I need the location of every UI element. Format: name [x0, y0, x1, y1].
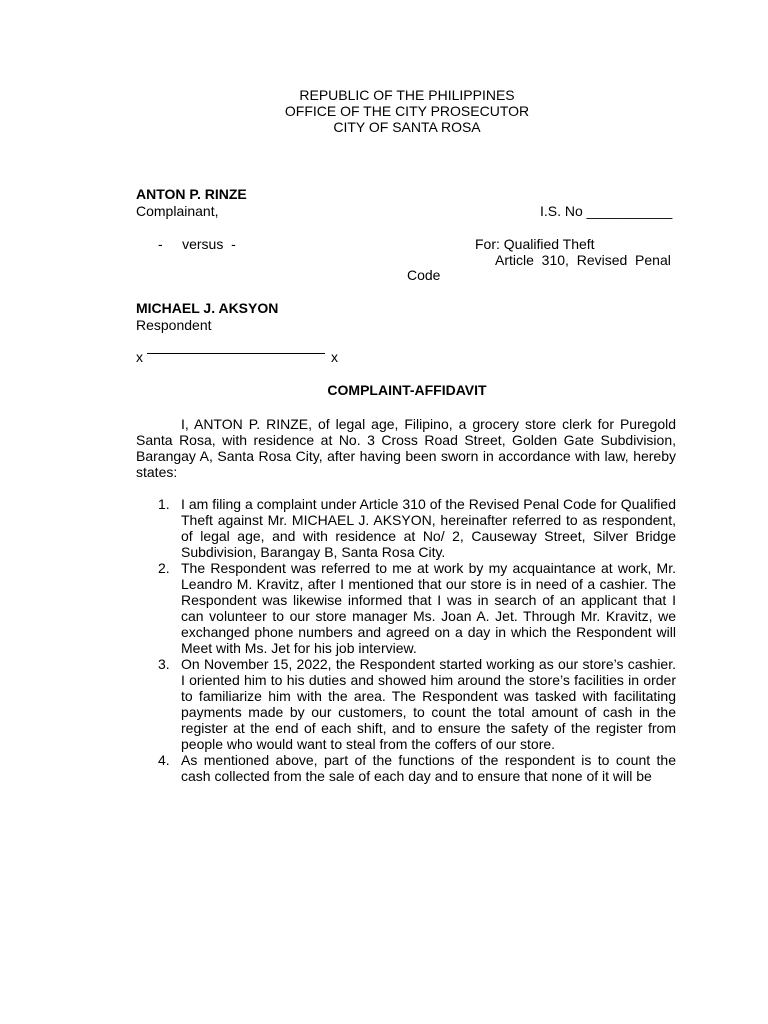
- header-line-republic: REPUBLIC OF THE PHILIPPINES: [299, 87, 515, 103]
- intro-paragraph: I, ANTON P. RINZE, of legal age, Filipino, a grocery store clerk for Puregold Santa Rosa, with residence at No. 3 Cross Road Street, Golden Gate Subdivision, Barangay A, Santa Rosa City, after having been sworn in accordance with law, hereby states:: [136, 416, 676, 480]
- list-item-number: 1.: [158, 496, 170, 512]
- document-header: [0, 87, 768, 135]
- list-item-number: 4.: [158, 752, 170, 768]
- complainant-role: Complainant,: [136, 203, 219, 219]
- divider-mark-right: x: [331, 349, 338, 365]
- divider-mark-left: x: [136, 349, 143, 365]
- list-item: [136, 560, 676, 656]
- allegations-list: [136, 496, 676, 784]
- case-number: I.S. No ___________: [540, 203, 673, 219]
- list-item-number: 3.: [158, 656, 170, 672]
- complainant-name: ANTON P. RINZE: [136, 186, 247, 202]
- respondent-role: Respondent: [136, 317, 212, 333]
- versus-label: - versus -: [158, 236, 236, 252]
- header-line-office: OFFICE OF THE CITY PROSECUTOR: [284, 103, 530, 119]
- respondent-name: MICHAEL J. AKSYON: [136, 300, 279, 316]
- article-label: Article 310, Revised Penal: [495, 252, 671, 268]
- list-item: [136, 752, 676, 784]
- list-item-text: The Respondent was referred to me at work by my acquaintance at work, Mr. Leandro M. Kravitz, after I mentioned that our store is in need of a cashier. The Respondent was likewise informed that I was in search of an applicant that I can volunteer to our store manager Ms. Joan A. Jet. Through Mr. Kravitz, we exchanged phone numbers and agreed on a day in which the Respondent will Meet with Ms. Jet for his job interview.: [181, 560, 676, 656]
- document-title: COMPLAINT-AFFIDAVIT: [327, 382, 487, 398]
- list-item: [136, 496, 676, 560]
- list-item: [136, 656, 676, 752]
- offense-label: For: Qualified Theft: [475, 236, 595, 252]
- list-item-text: On November 15, 2022, the Respondent started working as our store’s cashier. I oriented him to his duties and showed him around the store’s facilities in order to familiarize him with the area. The Respondent was tasked with facilitating payments made by our customers, to count the total amount of cash in the register at the end of each shift, and to ensure the safety of the register from people who would want to steal from the coffers of our store.: [181, 656, 676, 752]
- list-item-text: As mentioned above, part of the functions of the respondent is to count the cash collected from the sale of each day and to ensure that none of it will be: [181, 752, 676, 784]
- caption-divider-line: [147, 353, 325, 354]
- list-item-number: 2.: [158, 560, 170, 576]
- article-label-continued: Code: [407, 267, 441, 283]
- list-item-text: I am filing a complaint under Article 310 of the Revised Penal Code for Qualified Theft against Mr. MICHAEL J. AKSYON, hereinafter referred to as respondent, of legal age, and with residence at No/ 2, Causeway Street, Silver Bridge Subdivision, Barangay B, Santa Rosa City.: [181, 496, 676, 560]
- header-line-city: CITY OF SANTA ROSA: [333, 119, 481, 135]
